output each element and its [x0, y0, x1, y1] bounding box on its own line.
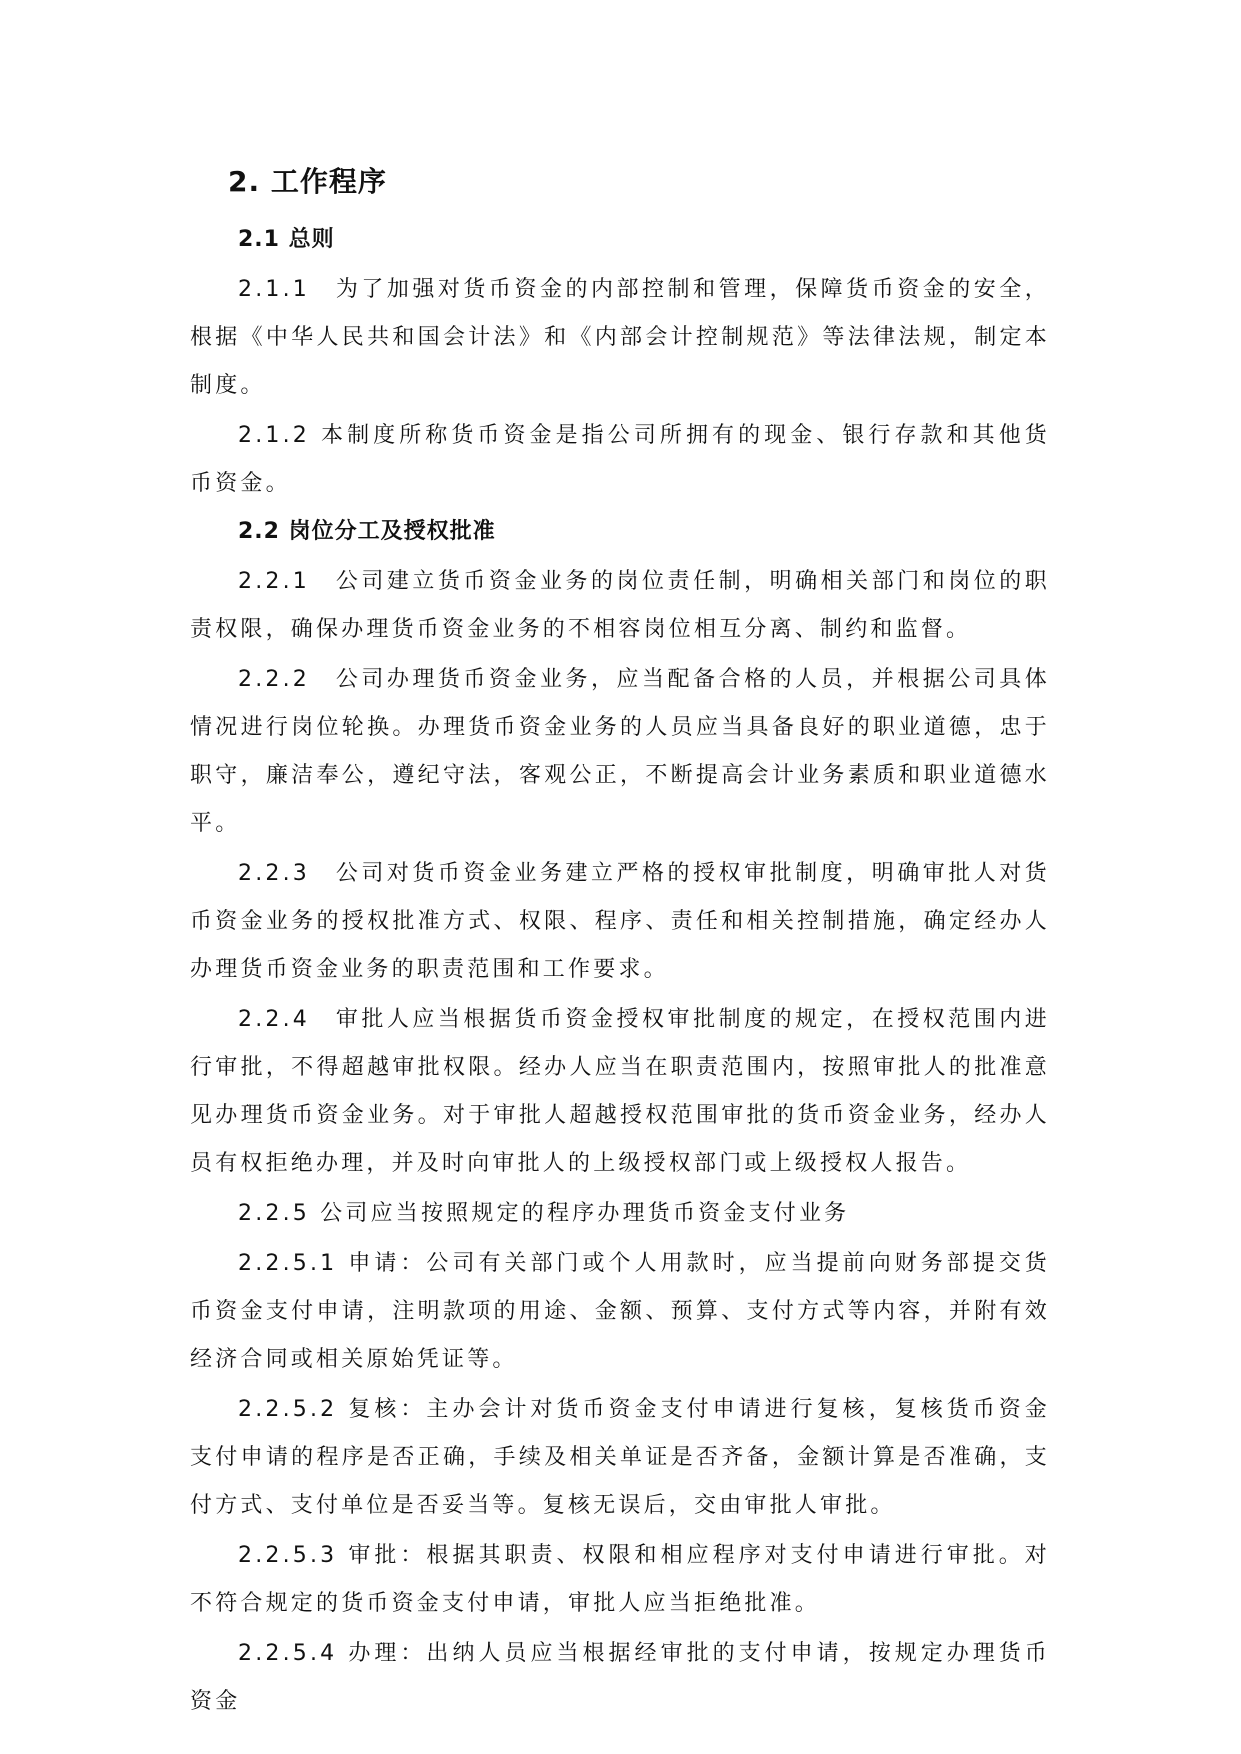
paragraph: 2.1.1 为了加强对货币资金的内部控制和管理，保障货币资金的安全，根据《中华人民共和国会计法》和《内部会计控制规范》等法律法规，制定本制度。 [190, 277, 1050, 398]
chapter-heading: 2. 工作程序 [228, 165, 387, 198]
paragraph: 2.2.3 公司对货币资金业务建立严格的授权审批制度，明确审批人对货币资金业务的授权批准方式、权限、程序、责任和相关控制措施，确定经办人办理货币资金业务的职责范围和工作要求。 [190, 861, 1050, 982]
paragraph: 2.2.5 公司应当按照规定的程序办理货币资金支付业务 [238, 1201, 850, 1226]
paragraph: 2.2.5.4 办理：出纳人员应当根据经审批的支付申请，按规定办理货币资金 [190, 1641, 1050, 1714]
paragraph: 2.1.2 本制度所称货币资金是指公司所拥有的现金、银行存款和其他货币资金。 [190, 423, 1050, 496]
section-heading: 2.2 岗位分工及授权批准 [238, 519, 496, 544]
paragraph: 2.2.5.2 复核：主办会计对货币资金支付申请进行复核，复核货币资金支付申请的程序是否正确，手续及相关单证是否齐备，金额计算是否准确，支付方式、支付单位是否妥当等。复核无误后，交由审批人审批。 [190, 1397, 1050, 1518]
paragraph: 2.2.2 公司办理货币资金业务，应当配备合格的人员，并根据公司具体情况进行岗位轮换。办理货币资金业务的人员应当具备良好的职业道德，忠于职守，廉洁奉公，遵纪守法，客观公正，不断提高会计业务素质和职业道德水平。 [190, 667, 1050, 836]
document-body [190, 160, 1050, 1728]
paragraph: 2.2.5.1 申请：公司有关部门或个人用款时，应当提前向财务部提交货币资金支付申请，注明款项的用途、金额、预算、支付方式等内容，并附有效经济合同或相关原始凭证等。 [190, 1251, 1050, 1372]
paragraph: 2.2.5.3 审批：根据其职责、权限和相应程序对支付申请进行审批。对不符合规定的货币资金支付申请，审批人应当拒绝批准。 [190, 1543, 1050, 1616]
section-heading: 2.1 总则 [238, 227, 335, 252]
paragraph: 2.2.1 公司建立货币资金业务的岗位责任制，明确相关部门和岗位的职责权限，确保办理货币资金业务的不相容岗位相互分离、制约和监督。 [190, 569, 1050, 642]
paragraph: 2.2.4 审批人应当根据货币资金授权审批制度的规定，在授权范围内进行审批，不得超越审批权限。经办人应当在职责范围内，按照审批人的批准意见办理货币资金业务。对于审批人超越授权范围审批的货币资金业务，经办人员有权拒绝办理，并及时向审批人的上级授权部门或上级授权人报告。 [190, 1007, 1050, 1176]
